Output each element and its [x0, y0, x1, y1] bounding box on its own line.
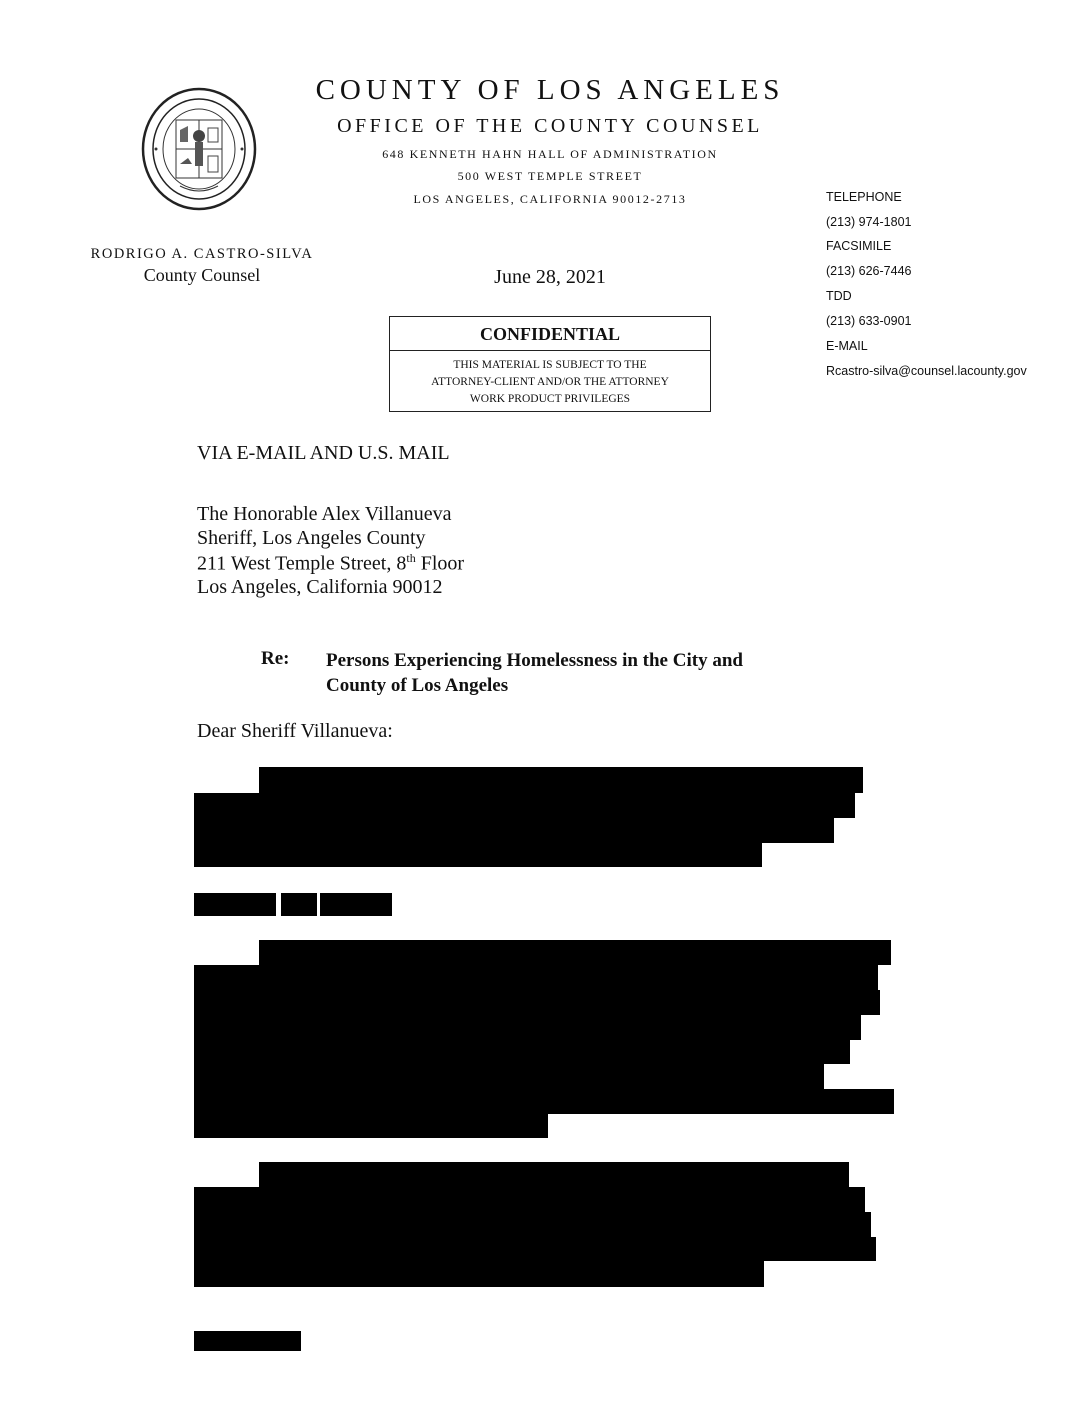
redaction-block [194, 1089, 894, 1114]
tdd-label: TDD [826, 289, 852, 303]
counsel-name: RODRIGO A. CASTRO-SILVA [90, 246, 314, 262]
confidential-line1: THIS MATERIAL IS SUBJECT TO THE [453, 359, 647, 371]
confidential-notice [390, 357, 710, 408]
redaction-block [194, 1064, 824, 1089]
redaction-block [194, 1015, 861, 1040]
redaction-block [194, 818, 834, 843]
email-label: E-MAIL [826, 339, 868, 353]
redaction-block [194, 1040, 850, 1064]
tdd-value: (213) 633-0901 [826, 314, 912, 328]
confidential-box [389, 316, 711, 412]
redaction-block [194, 1114, 548, 1138]
recipient-line1: The Honorable Alex Villanueva [197, 503, 452, 525]
letterhead-title: COUNTY OF LOS ANGELES [315, 74, 785, 106]
letterhead-address-line3: LOS ANGELES, CALIFORNIA 90012-2713 [413, 192, 687, 206]
recipient-line3-prefix: 211 West Temple Street, 8 [197, 552, 407, 575]
redaction-block [194, 990, 880, 1015]
redaction-block [194, 1331, 301, 1351]
letter-date: June 28, 2021 [494, 266, 606, 288]
recipient-line2: Sheriff, Los Angeles County [197, 527, 426, 549]
telephone-value: (213) 974-1801 [826, 215, 912, 229]
salutation: Dear Sheriff Villanueva: [197, 720, 393, 742]
redaction-block [281, 893, 317, 916]
recipient-line3-sup: th [406, 551, 416, 565]
fax-label: FACSIMILE [826, 239, 892, 253]
subject-label: Re: [261, 648, 290, 669]
fax-value: (213) 626-7446 [826, 264, 912, 278]
redaction-block [194, 843, 762, 867]
redaction-block [259, 940, 891, 965]
confidential-heading: CONFIDENTIAL [390, 317, 710, 351]
redaction-block [194, 1212, 871, 1237]
redaction-block [194, 1261, 764, 1287]
confidential-line2: ATTORNEY-CLIENT AND/OR THE ATTORNEY [431, 376, 669, 388]
telephone-label: TELEPHONE [826, 190, 902, 204]
redaction-block [194, 1187, 865, 1212]
confidential-line3: WORK PRODUCT PRIVILEGES [469, 393, 631, 405]
letterhead-subtitle: OFFICE OF THE COUNTY COUNSEL [337, 115, 763, 137]
email-value: Rcastro-silva@counsel.lacounty.gov [826, 364, 1027, 378]
redaction-block [259, 1162, 849, 1187]
redaction-block [194, 893, 276, 916]
redaction-block [194, 1237, 876, 1261]
letterhead-address-line1: 648 KENNETH HAHN HALL OF ADMINISTRATION [382, 147, 718, 161]
subject-line1: Persons Experiencing Homelessness in the City and [326, 650, 743, 671]
recipient-line4: Los Angeles, California 90012 [197, 576, 443, 598]
recipient-line3-suffix: Floor [415, 552, 465, 575]
redaction-block [194, 793, 855, 818]
recipient-line3 [197, 551, 464, 576]
redaction-block [259, 767, 863, 793]
redaction-block [320, 893, 392, 916]
delivery-method: VIA E-MAIL AND U.S. MAIL [197, 442, 450, 464]
redaction-block [194, 965, 878, 990]
subject-line2: County of Los Angeles [326, 675, 509, 696]
counsel-title: County Counsel [143, 265, 261, 285]
subject-text [326, 648, 826, 698]
letterhead-address-line2: 500 WEST TEMPLE STREET [457, 169, 643, 183]
